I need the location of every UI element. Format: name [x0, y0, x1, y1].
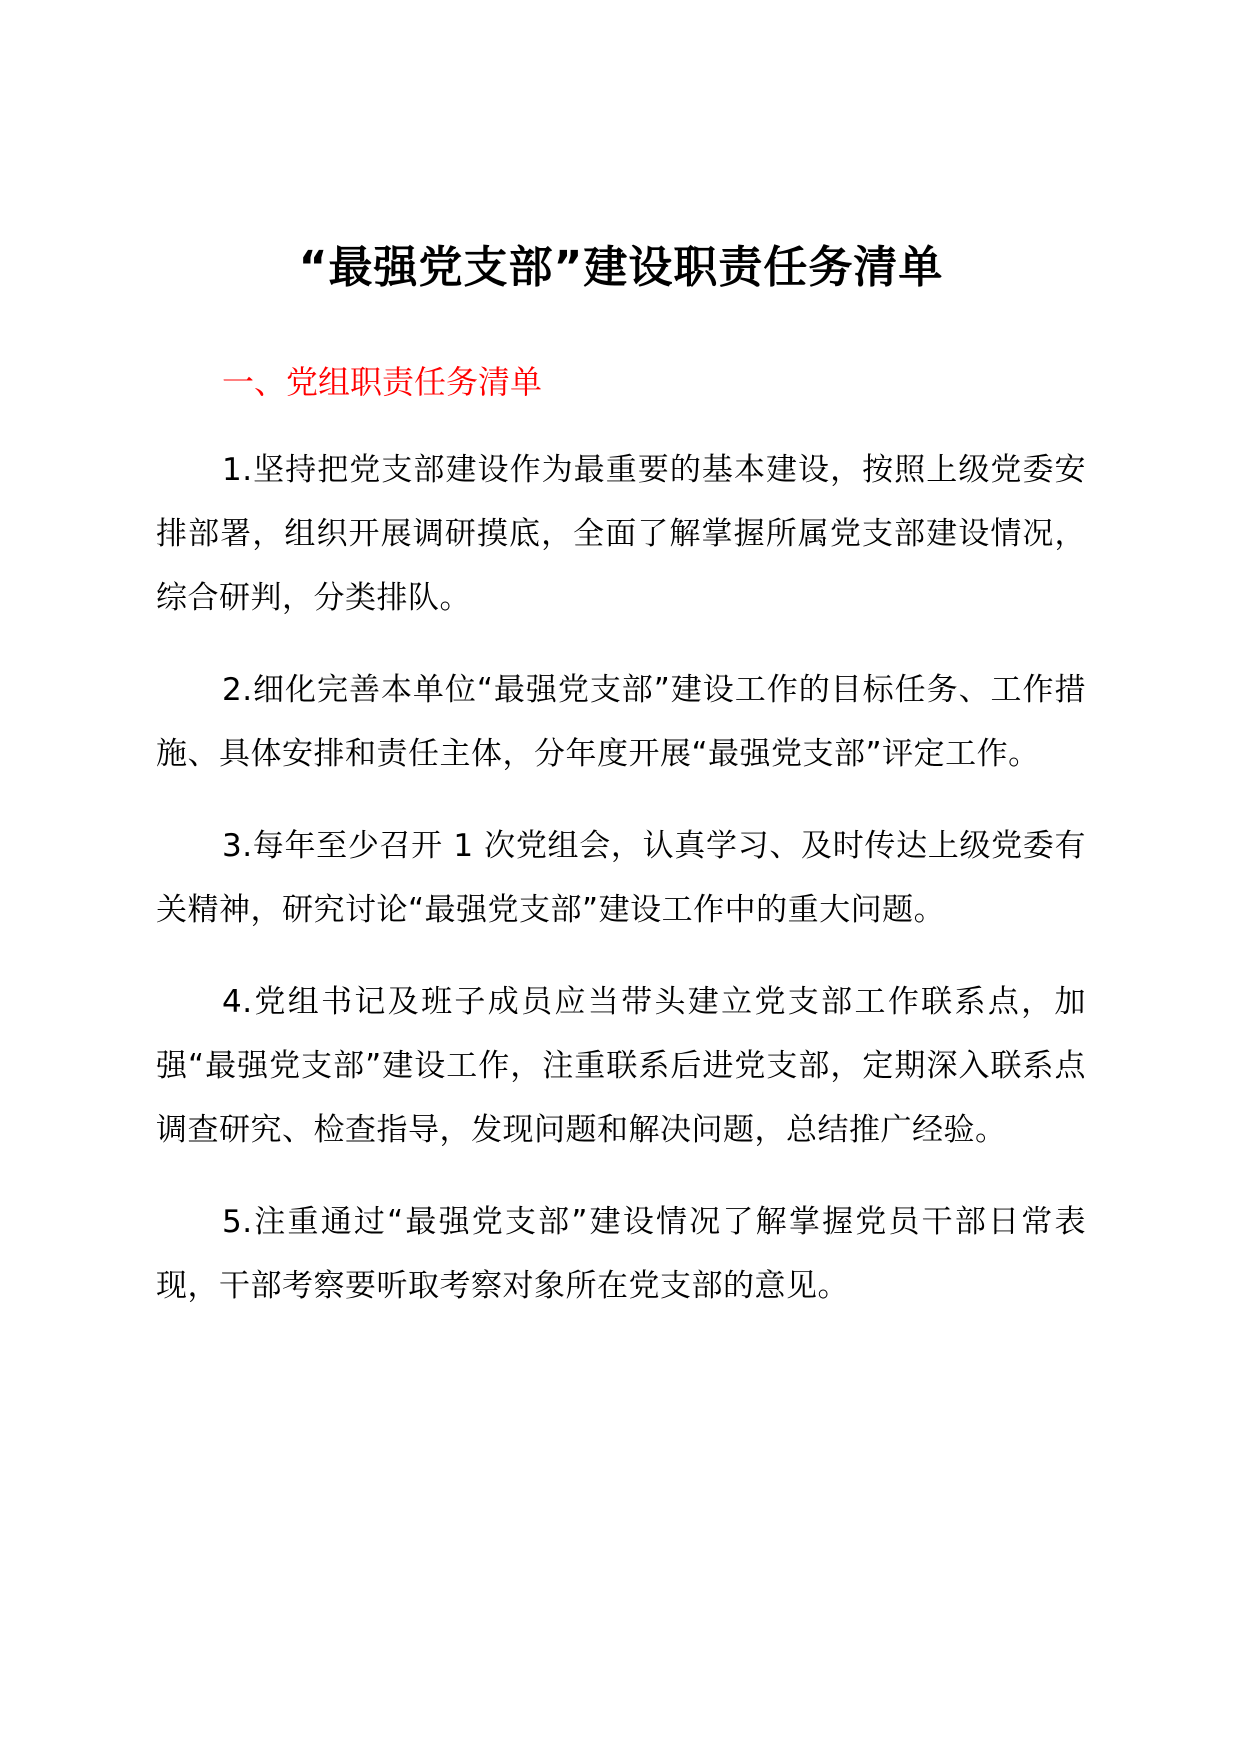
- list-item: 3.每年至少召开 1 次党组会，认真学习、及时传达上级党委有关精神，研究讨论“最强党支部”建设工作中的重大问题。: [156, 828, 1086, 928]
- document-title: “最强党支部”建设职责任务清单: [298, 242, 944, 293]
- list-item: 1.坚持把党支部建设作为最重要的基本建设，按照上级党委安排部署，组织开展调研摸底，全面了解掌握所属党支部建设情况，综合研判，分类排队。: [156, 452, 1086, 616]
- section-heading: 一、党组职责任务清单: [222, 363, 543, 401]
- list-item: 2.细化完善本单位“最强党支部”建设工作的目标任务、工作措施、具体安排和责任主体，分年度开展“最强党支部”评定工作。: [156, 672, 1086, 772]
- list-item: 4.党组书记及班子成员应当带头建立党支部工作联系点，加强“最强党支部”建设工作，注重联系后进党支部，定期深入联系点调查研究、检查指导，发现问题和解决问题，总结推广经验。: [156, 984, 1086, 1148]
- list-item: 5.注重通过“最强党支部”建设情况了解掌握党员干部日常表现，干部考察要听取考察对象所在党支部的意见。: [156, 1204, 1086, 1304]
